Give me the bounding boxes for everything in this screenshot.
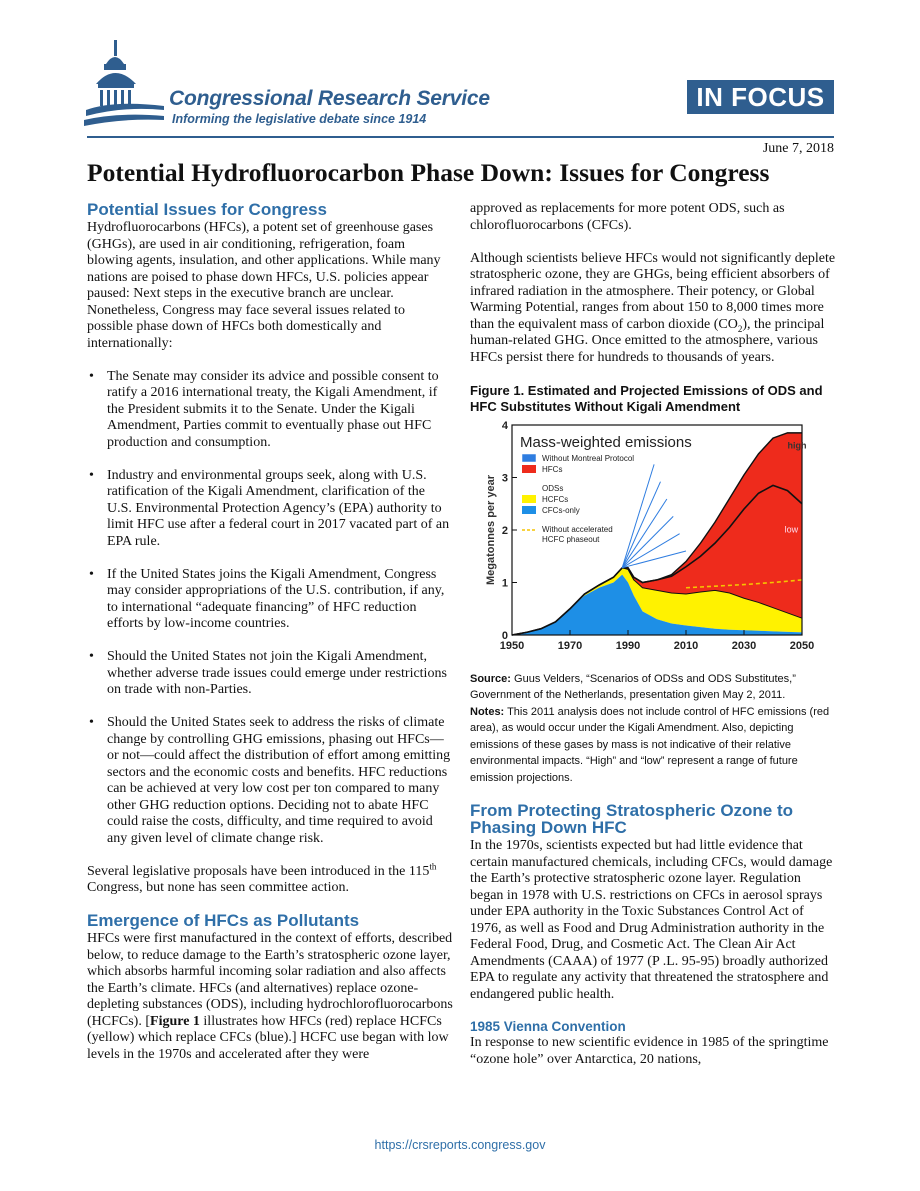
no-montreal-line [622, 481, 660, 567]
legend-swatch [522, 495, 536, 503]
annotation-high: high [787, 440, 807, 451]
legend-label: Without accelerated [542, 524, 613, 534]
crs-logo [84, 40, 504, 132]
in-focus-badge: IN FOCUS [687, 80, 834, 114]
x-tick-label: 1950 [499, 639, 525, 652]
list-item: • Industry and environmental groups seek, along with U.S. ratification of the Kigali Amendment, clarification of the U.S. Environmental Protection Agency’s (EPA) authority to limit HFC use after a federal court in 2017 vacated part of an EPA rule. [87, 468, 453, 551]
legend-swatch [522, 506, 536, 514]
continued-paragraph: approved as replacements for more potent ODS, such as chlorofluorocarbons (CFCs). [470, 201, 785, 233]
list-item: • Should the United States seek to address the risks of climate change by controlling GHG emissions, phasing out HFCs—or not—could affect the distribution of effort among emitting sectors and the economic costs and benefits. HFC reductions can be achieved at very low cost per ton compared to many other GHG reduction options. Deciding not to abate HFC could raise the costs, difficulty, and time required to avoid any given level of climate change risk. [87, 715, 453, 847]
y-tick-label: 2 [501, 524, 508, 537]
legend-swatch [522, 465, 536, 473]
legend-label: HCFCs [542, 494, 569, 504]
legend-swatch [522, 454, 536, 462]
y-tick-label: 3 [501, 472, 508, 484]
intro-paragraph: Hydrofluorocarbons (HFCs), a potent set of greenhouse gases (GHGs), are used in air conditioning, refrigeration, foam blowing agents, insulation, and other applications. While many nations are poised to phase down HFCs, U.S. policies appear paused: Next steps in the executive branch are unclear. Nonetheless, Congress may face several issues related to possible phase down of HFCs both domestically and internationally: [87, 220, 441, 351]
capitol-dome-icon [84, 40, 164, 130]
list-item: • The Senate may consider its advice and possible consent to ratify a 2016 international treaty, the Kigali Amendment, if the President submits it to the Senate. Under the Kigali Amendment, Parties commit to eventually phase out HFC production and consumption. [87, 369, 453, 452]
issues-list [87, 369, 453, 848]
figure-notes: Notes: This 2011 analysis does not include control of HFC emissions (red area), as would occur under the Kigali Amendment. Also, depicting emissions of these gases by mass is not indicative of their relative environmental impacts. “High” and “low” represent a range of future emission projections. [470, 705, 830, 784]
x-tick-label: 2030 [731, 639, 757, 652]
legend-label: CFCs-only [542, 505, 580, 515]
report-date: June 7, 2018 [762, 141, 834, 156]
x-tick-label: 1990 [615, 639, 641, 652]
gwp-paragraph: Although scientists believe HFCs would not significantly deplete stratospheric ozone, they are GHGs, being efficient absorbers of infrared radiation in the atmosphere. Their potency, or Global Warming Potential, ranges from about 150 to 8,000 times more than the equivalent mass of carbon dioxide $(CO_2)$, the principal human-related GHG. Once emitted to the atmosphere, various HFCs persist there for hundreds to thousands of years. [470, 250, 836, 365]
emissions-chart [470, 417, 836, 669]
list-item: • If the United States joins the Kigali Amendment, Congress may consider appropriations of the U.S. contribution, if any, to international “adequate financing” of HFC reduction efforts by low-income countries. [87, 567, 453, 633]
figure-caption: Figure 1. Estimated and Projected Emissions of ODS and HFC Substitutes Without Kigali Amendment [470, 382, 823, 414]
emergence-paragraph: HFCs were first manufactured in the context of efforts, described below, to reduce damage to the Earth’s stratospheric ozone layer, which absorbs harmful incoming solar radiation and also affects the Earth’s climate. HFCs (and alternatives) replace ozone-depleting substances (ODS), including hydrochlorofluorocarbons (HCFCs). [Figure 1 illustrates how HFCs (red) replace HCFCs (yellow) which replace CFCs (blue).] HCFC use began with low levels in the 1970s and accelerated after they were [87, 931, 453, 1062]
y-tick-label: 0 [501, 629, 508, 642]
list-item: • Should the United States not join the Kigali Amendment, whether adverse trade issues could emerge under restrictions on trade with non-Parties. [87, 649, 453, 699]
x-tick-label: 1970 [557, 639, 583, 652]
vienna-paragraph: In response to new scientific evidence in 1985 of the springtime “ozone hole” over Antarctica, 20 nations, [470, 1035, 829, 1067]
right-column [470, 201, 836, 1085]
legend-label: HCFC phaseout [542, 534, 600, 544]
section-heading-emergence: Emergence of HFCs as Pollutants [87, 911, 360, 930]
y-axis-label: Megatonnes per year [485, 474, 497, 585]
org-tagline: Informing the legislative debate since 1914 [172, 112, 427, 126]
emissions-chart-svg [470, 417, 836, 669]
figure-source: Source: Guus Velders, “Scenarios of ODSs and ODS Substitutes,” Government of the Netherlands, presentation given May 2, 2011. [470, 672, 796, 701]
y-tick-label: 1 [501, 577, 508, 589]
annotation-low: low [784, 524, 799, 535]
subsection-heading-vienna: 1985 Vienna Convention [470, 1019, 626, 1034]
legend-label: Without Montreal Protocol [542, 453, 635, 463]
history-paragraph: In the 1970s, scientists expected but had little evidence that certain manufactured chemicals, including CFCs, would damage the Earth’s protective stratospheric ozone layer. Regulation began in 1978 with U.S. restrictions on CFCs in aerosol sprays under EPA authority in the Toxic Substances Control Act of 1976, as well as Food and Drug Administration authority in the Federal Food, Drug, and Cosmetic Act. The Clean Air Act Amendments (CAAA) of 1977 (P .L. 95-95) broadly authorized EPA to regulate any activity that threatened the stratosphere and endangered public health. [470, 838, 833, 1002]
page-title: Potential Hydrofluorocarbon Phase Down: Issues for Congress [87, 158, 770, 187]
header-rule [87, 136, 834, 138]
legislation-paragraph: Several legislative proposals have been introduced in the 115th Congress, but none has seen committee action. [87, 860, 437, 895]
y-tick-label: 4 [501, 419, 508, 432]
footer-url[interactable]: https://crsreports.congress.gov [374, 1138, 546, 1152]
left-column [87, 201, 453, 1080]
section-heading-protecting: From Protecting Stratospheric Ozone to Phasing Down HFC [470, 801, 794, 837]
x-tick-label: 2050 [789, 639, 815, 652]
chart-title: Mass-weighted emissions [520, 433, 692, 451]
legend-label: HFCs [542, 464, 563, 474]
section-heading-issues: Potential Issues for Congress [87, 200, 327, 219]
legend-label: ODSs [542, 483, 564, 493]
org-name: Congressional Research Service [169, 87, 490, 110]
x-tick-label: 2010 [673, 639, 699, 652]
